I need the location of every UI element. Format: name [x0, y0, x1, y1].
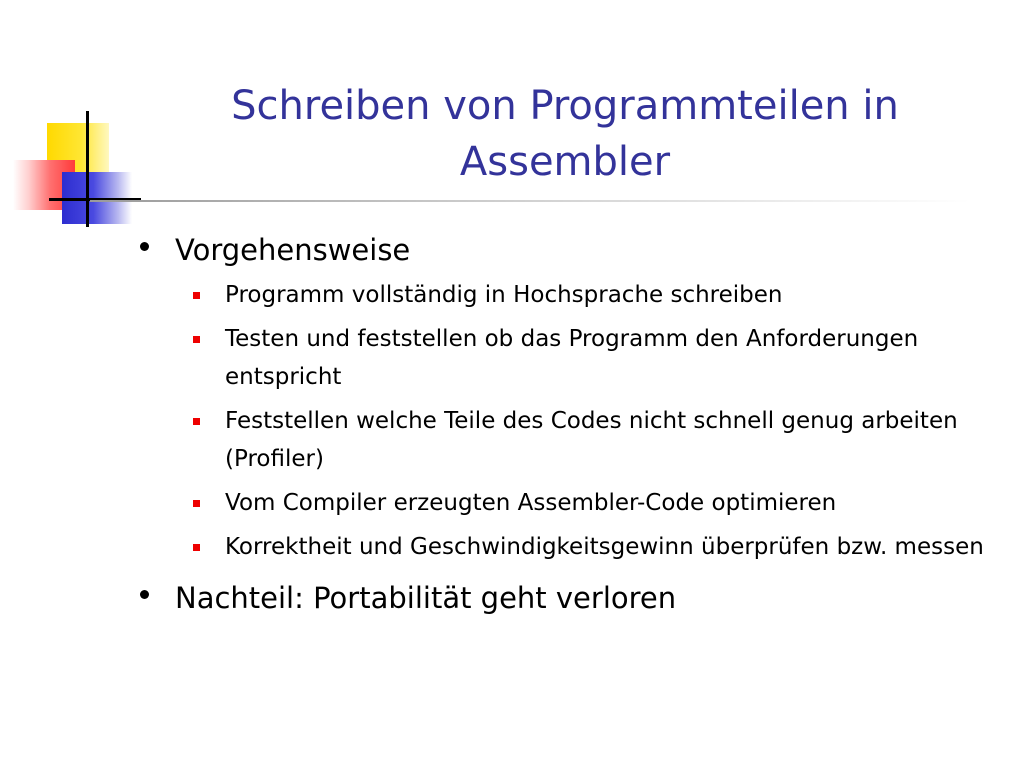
red-square-bullet-icon: [193, 292, 200, 299]
sub-bullet-text: Vom Compiler erzeugten Assembler-Code optimieren: [225, 490, 837, 516]
sub-bullet-text: Testen und feststellen ob das Programm den Anforderungen entspricht: [225, 326, 919, 390]
bullet-dot-icon: [140, 242, 149, 251]
bullet-list: [130, 228, 990, 620]
sub-bullet-text: Korrektheit und Geschwindigkeitsgewinn überprüfen bzw. messen: [225, 534, 984, 560]
sub-bullet-list: [175, 276, 990, 566]
red-square-bullet-icon: [193, 544, 200, 551]
red-square-bullet-icon: [193, 418, 200, 425]
title-divider: [90, 200, 970, 202]
sub-bullet-item: [175, 402, 990, 478]
sub-bullet-item: [175, 528, 990, 566]
sub-bullet-text: Feststellen welche Teile des Codes nicht schnell genug arbeiten (Profiler): [225, 408, 958, 472]
red-square-bullet-icon: [193, 500, 200, 507]
bullet-item: [130, 228, 990, 566]
logo-vertical-line: [86, 111, 89, 227]
bullet-dot-icon: [140, 590, 149, 599]
bullet-text: Vorgehensweise: [175, 233, 411, 267]
bullet-text: Nachteil: Portabilität geht verloren: [175, 581, 677, 615]
sub-bullet-item: [175, 276, 990, 314]
corner-logo: [0, 0, 160, 240]
bullet-item: [130, 576, 990, 620]
slide-content: [130, 228, 990, 620]
sub-bullet-item: [175, 320, 990, 396]
red-square-bullet-icon: [193, 336, 200, 343]
slide-title: Schreiben von Programmteilen in Assembler: [231, 83, 899, 185]
sub-bullet-item: [175, 484, 990, 522]
sub-bullet-text: Programm vollständig in Hochsprache schreiben: [225, 282, 783, 308]
